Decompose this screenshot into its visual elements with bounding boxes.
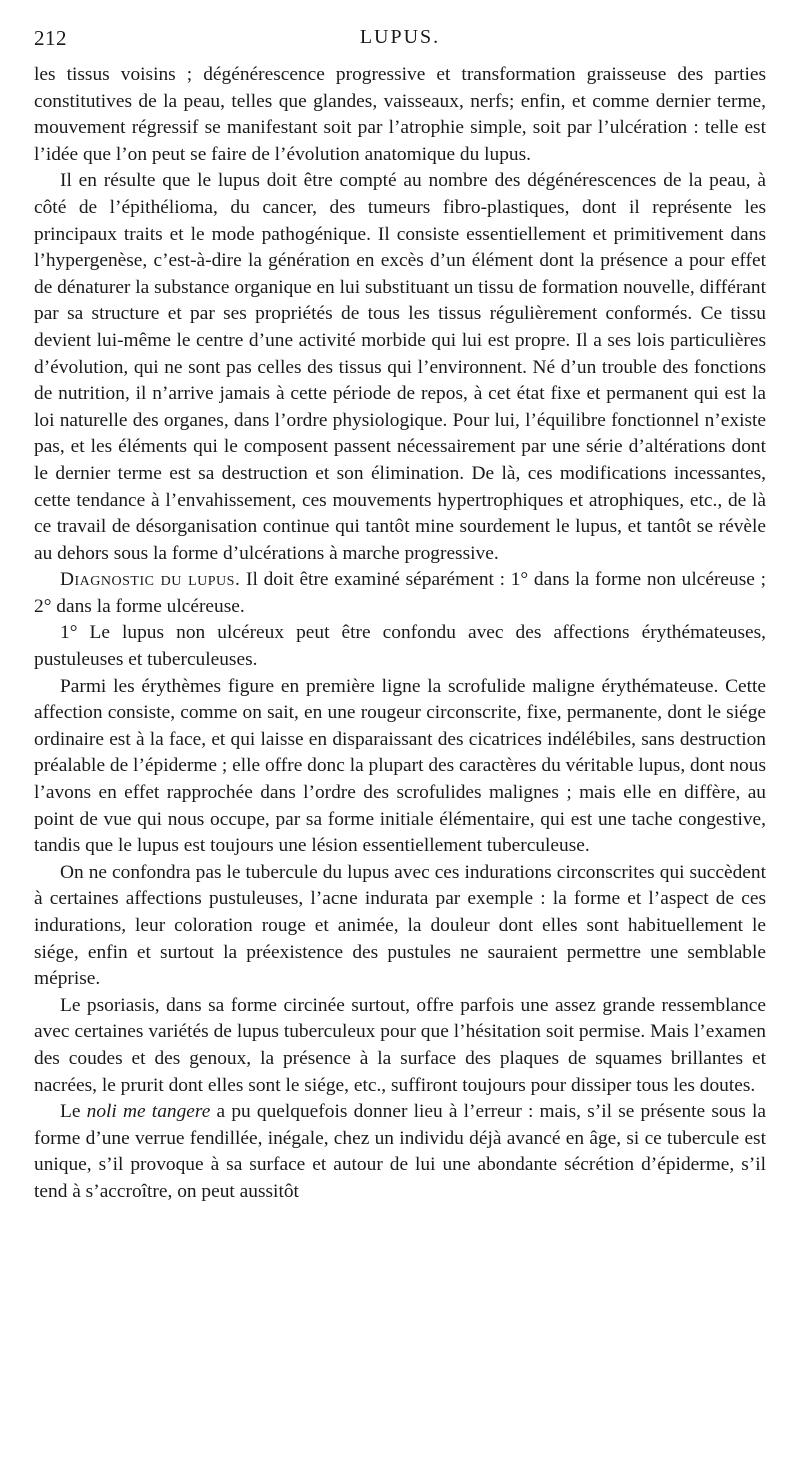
paragraph-psoriasis: Le psoriasis, dans sa forme circinée surtout, offre parfois une assez grande ressemblance avec certaines variétés de lupus tuberculeux pour que l’hésitation soit permise. Mais l’examen des coudes et des genoux, la présence à la surface des plaques de squames brillantes et nacrées, le prurit dont elles sont le siége, etc., suffiront toujours pour dissiper tous les doutes. (34, 994, 766, 1096)
paragraph-continuation: les tissus voisins ; dégénérescence progressive et transformation graisseuse des parties constitutives de la peau, telles que glandes, vaisseaux, nerfs; enfin, et comme dernier terme, mouvement régressif se manifestant soit par l’atrophie simple, soit par l’ulcération : telle est l’idée que l’on peut se faire de l’évolution anatomique du lupus. (34, 64, 766, 165)
paragraph-indurations: On ne confondra pas le tubercule du lupus avec ces indurations circonscrites qui succèdent à certaines affections pustuleuses, l’acne indurata par exemple : la forme et l’aspect de ces indurations, leur coloration rouge et animée, la douleur dont elles sont habituellement le siége, enfin et surtout la préexistence des pustules ne sauraient permettre une semblable méprise. (34, 861, 766, 990)
noli-me-tangere-term: noli me tangere (86, 1101, 211, 1123)
page-header (34, 26, 766, 56)
body-text (34, 62, 766, 1206)
paragraph-diagnostic (34, 567, 766, 620)
diagnostic-text: Il doit être examiné séparément : 1° dans la forme non ulcéreuse ; 2° dans la forme ulcéreuse. (34, 569, 766, 617)
noli-before: Le (60, 1101, 81, 1123)
section-heading-diagnostic: Diagnostic du lupus. (60, 569, 241, 591)
running-title: LUPUS. (359, 26, 441, 48)
paragraph-degenerescences: Il en résulte que le lupus doit être compté au nombre des dégénérescences de la peau, à côté de l’épithélioma, du cancer, des tumeurs fibro-plastiques, dont il représente les principaux traits et le mode pathogénique. Il consiste essentiellement et primitivement dans l’hypergenèse, c’est-à-dire la génération en excès d’un élément dont la présence a pour effet de dénaturer la substance organique en lui substituant un tissu de formation nouvelle, différant par sa structure et par ses propriétés de tous les tissus régulièrement conformés. Ce tissu devient lui-même le centre d’une activité morbide qui lui est propre. Il a ses lois particulières d’évolution, qui ne sont pas celles des tissus qui l’environnent. Né d’un trouble des fonctions de nutrition, il n’arrive jamais à cette période de repos, à cet état fixe et permanent qui est la loi naturelle des organes, dans l’ordre physiologique. Pour lui, l’équilibre fonctionnel n’existe pas, et les éléments qui le composent passent nécessairement par une série d’altérations dont le dernier terme est sa destruction et son élimination. De là, ces modifications incessantes, cette tendance à l’envahissement, ces mouvements hypertrophiques et atrophiques, etc., de là ce travail de désorganisation continue qui tantôt mine sourdement le lupus, et tantôt se révèle au dehors sous la forme d’ulcérations à marche progressive. (34, 170, 766, 564)
paragraph-erythemes: Parmi les érythèmes figure en première ligne la scrofulide maligne érythémateuse. Cette affection consiste, comme on sait, en une rougeur circonscrite, fixe, permanente, dont le siége ordinaire est à la face, et qui laisse en disparaissant des cicatrices indélébiles, sans destruction préalable de l’épiderme ; elle offre donc la plupart des caractères du véritable lupus, dont nous l’avons en effet rapprochée dans l’ordre des scrofulides malignes ; mais elle en diffère, au point de vue qui nous occupe, par sa forme initiale élémentaire, qui est une tache congestive, tandis que le lupus est toujours une lésion essentiellement tuberculeuse. (34, 675, 766, 857)
noli-after: a pu quelquefois donner lieu à l’erreur : mais, s’il se présente sous la forme d’une verrue fendillée, inégale, chez un individu déjà avancé en âge, si ce tubercule est unique, s’il provoque à sa surface et autour de lui une abondante sécrétion d’épiderme, s’il tend à s’accroître, on peut aussitôt (34, 1101, 766, 1202)
paragraph-non-ulcereux: 1° Le lupus non ulcéreux peut être confondu avec des affections érythémateuses, pustuleuses et tuberculeuses. (34, 622, 766, 671)
paragraph-noli-me-tangere (34, 1099, 766, 1205)
page-number: 212 (34, 26, 67, 50)
